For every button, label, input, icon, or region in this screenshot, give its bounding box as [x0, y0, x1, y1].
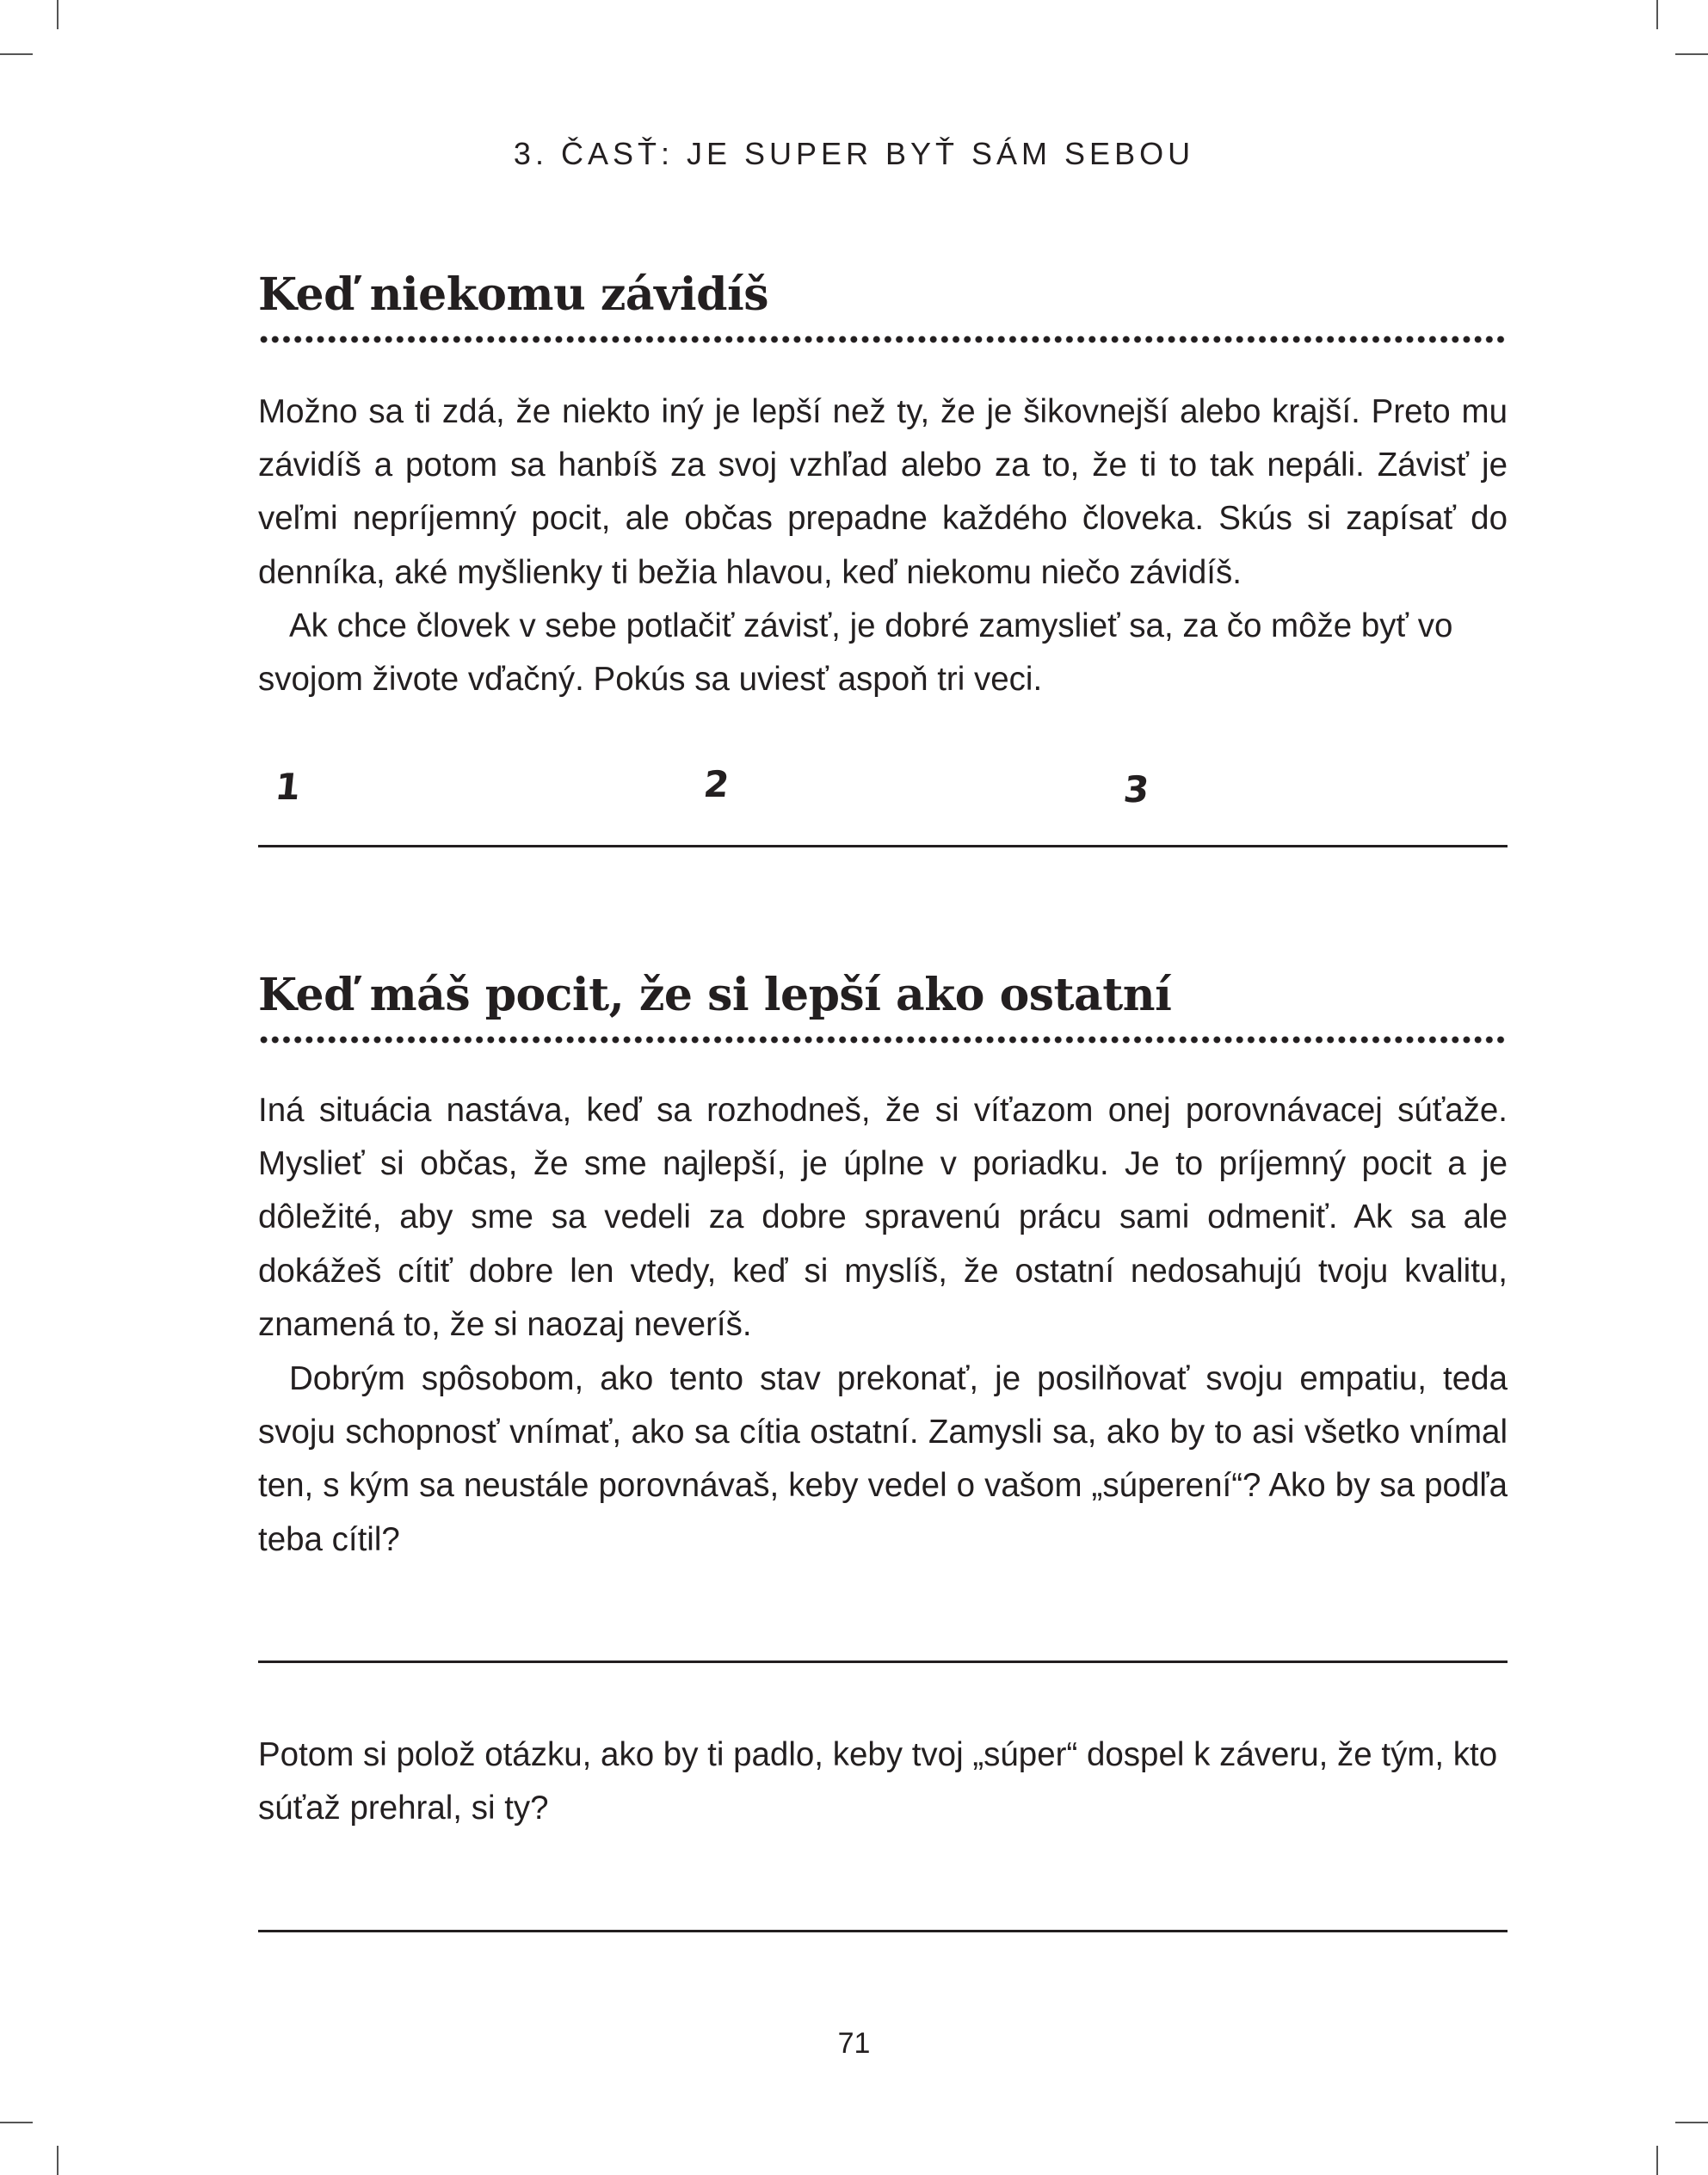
crop-mark-bottom-left-h: [0, 2122, 33, 2123]
writing-line[interactable]: [258, 845, 1508, 847]
section-title-superiority: Keď máš pocit, že si lepší ako ostatní: [258, 969, 1172, 1021]
running-head: 3. ČASŤ: JE SUPER BYŤ SÁM SEBOU: [513, 136, 1195, 171]
paragraph: Iná situácia nastáva, keď sa rozhodneš, že si víťazom onej porovnávacej súťaže. Myslieť si občas, že sme najlepší, je úplne v poriadku. Je to príjemný pocit a je dôležité, aby sme sa vedeli za dobre spravenú prácu sami odmeniť. Ak sa ale dokážeš cítiť dobre len vtedy, keď si myslíš, že ostatní nedosahujú tvoju kvalitu, znamená to, že si naozaj neveríš.: [258, 1092, 1508, 1343]
crop-mark-bottom-right: [1656, 2146, 1658, 2175]
page-number: 71: [837, 2027, 871, 2060]
paragraph: Ak chce človek v sebe potlačiť závisť, je dobré zamyslieť sa, za čo môže byť vo svojom živote vďačný. Pokús sa uviesť aspoň tri veci.: [258, 607, 1453, 699]
crop-mark-top-right: [1656, 0, 1658, 29]
crop-mark-bottom-left: [57, 2146, 59, 2175]
crop-mark-bottom-right-h: [1675, 2122, 1708, 2123]
dotted-divider: [258, 1036, 1508, 1044]
writing-line[interactable]: [258, 1930, 1508, 1932]
paragraph: Potom si polož otázku, ako by ti padlo, keby tvoj „súper“ dospel k záveru, že tým, kto súťaž prehral, si ty?: [258, 1736, 1498, 1827]
crop-mark-top-left: [57, 0, 59, 29]
paragraph: Možno sa ti zdá, že niekto iný je lepší než ty, že je šikovnejší alebo krajší. Preto mu závidíš a potom sa hanbíš za svoj vzhľad alebo za to, že ti to tak nepáli. Závisť je veľmi nepríjemný pocit, ale občas prepadne každého človeka. Skús si zapísať do denníka, aké myšlienky ti bežia hlavou, keď niekomu niečo závidíš.: [258, 393, 1508, 591]
crop-mark-top-right-h: [1675, 53, 1708, 55]
section-title-envy: Keď niekomu závidíš: [258, 268, 768, 321]
list-number-2: 2: [701, 763, 731, 805]
dotted-divider: [258, 336, 1508, 343]
writing-line[interactable]: [258, 1661, 1508, 1663]
crop-mark-top-left-h: [0, 53, 33, 55]
list-number-1: 1: [273, 766, 303, 808]
list-number-3: 3: [1121, 768, 1151, 810]
paragraph: Dobrým spôsobom, ako tento stav prekonať, je posilňovať svoju empatiu, teda svoju schopnosť vnímať, ako sa cítia ostatní. Zamysli sa, ako by to asi všetko vnímal ten, s kým sa neustále porovnávaš, keby vedel o vašom „súperení“? Ako by sa podľa teba cítil?: [258, 1360, 1508, 1558]
